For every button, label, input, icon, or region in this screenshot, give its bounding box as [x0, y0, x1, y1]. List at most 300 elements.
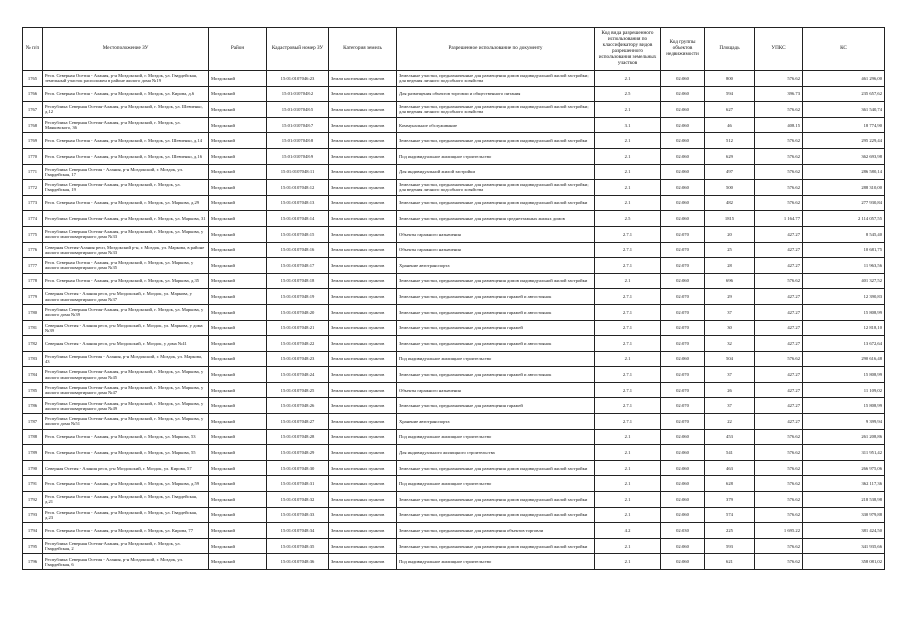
cell-use-code: 2.7.1: [595, 382, 661, 398]
table-row: [23, 226, 885, 242]
cell-cadastral-number: 15:01:0107048:34: [267, 523, 329, 539]
header-cadastral-number: Кадастровый номер ЗУ: [267, 28, 329, 71]
cell-ks: 330 979,88: [803, 507, 885, 523]
cell-area: 482: [705, 195, 755, 211]
cell-object-group-code: 02:060: [661, 476, 705, 492]
cell-use-code: 2.1: [595, 492, 661, 508]
cell-ks: 290 616,48: [803, 351, 885, 367]
cell-permitted-use: Земельные участки, предназначенные для размещения домов индивидуальной жилой застройки; для ведения личного подсобного хозяйства: [397, 102, 595, 118]
cell-use-code: 2.1: [595, 180, 661, 196]
cell-area: 1815: [705, 211, 755, 227]
cell-cadastral-number: 15:01:0107048:27: [267, 414, 329, 430]
cell-object-group-code: 02:060: [661, 460, 705, 476]
cell-object-group-code: 02:060: [661, 507, 705, 523]
cell-ks: 8 545,40: [803, 226, 885, 242]
cell-location: Республика Северная Осетия - Алания, р-н Моздокский, г. Моздок, ул. Гвардейская, 6: [43, 554, 209, 570]
cell-land-category: Земли населенных пунктов: [329, 289, 397, 305]
cell-district: Моздокский: [209, 538, 267, 554]
header-num: № п/п: [23, 28, 43, 71]
cell-permitted-use: Земельные участки, предназначенные для размещения гаражей и автостоянок: [397, 336, 595, 352]
cell-permitted-use: Под индивидуальное жилищное строительство: [397, 429, 595, 445]
cell-cadastral-number: 15:01:0107048:20: [267, 304, 329, 320]
cell-permitted-use: Земельные участки, предназначенные для размещения домов индивидуальной жилой застройки; для ведения личного подсобного хозяйства: [397, 71, 595, 87]
cell-upks: 427.27: [755, 414, 803, 430]
cell-area: 574: [705, 507, 755, 523]
table-row: [23, 398, 885, 414]
cell-location: Республика Северная Осетия-Алания, р-н Моздокский, г. Моздок, ул. Маркова, у жилого многоквартирного дома №47: [43, 382, 209, 398]
cell-use-code: 2.1: [595, 429, 661, 445]
cell-district: Моздокский: [209, 102, 267, 118]
cell-location: Респ. Северная Осетия - Алания, р-н Моздокский, г. Моздок, ул. Кирова, 77: [43, 523, 209, 539]
cell-permitted-use: Земельные участки, предназначенные для размещения домов индивидуальной жилой застройки: [397, 133, 595, 149]
cell-cadastral-number: 15:01:0107048:29: [267, 445, 329, 461]
cell-use-code: 2.7.1: [595, 336, 661, 352]
cell-number: 1770: [23, 148, 43, 164]
cell-object-group-code: 02:060: [661, 117, 705, 133]
cell-permitted-use: Для индивидуального жилищного строительства: [397, 445, 595, 461]
cell-ks: 341 935,66: [803, 538, 885, 554]
cell-object-group-code: 02:060: [661, 538, 705, 554]
cell-use-code: 2.7.1: [595, 414, 661, 430]
cell-cadastral-number: 15:01:0107048:9: [267, 148, 329, 164]
cell-use-code: 2.1: [595, 148, 661, 164]
cell-ks: 15 808,99: [803, 367, 885, 383]
cell-ks: 311 951,42: [803, 445, 885, 461]
cell-permitted-use: Земельные участки, предназначенные для размещения домов индивидуальной жилой застройки; для ведения личного подсобного хозяйства: [397, 180, 595, 196]
cell-location: Республика Северная Осетия-Алания, р-н Моздокский, г. Моздок, ул. Шевченко, д.12: [43, 102, 209, 118]
cell-permitted-use: Под индивидуальное жилищное строительство: [397, 351, 595, 367]
cell-object-group-code: 02:060: [661, 180, 705, 196]
cell-cadastral-number: 15:01:0107048:35: [267, 538, 329, 554]
table-body: [23, 71, 885, 570]
cell-upks: 427.27: [755, 382, 803, 398]
cell-upks: 576.62: [755, 507, 803, 523]
cell-area: 28: [705, 258, 755, 274]
cell-location: Респ. Северная Осетия - Алания, р-н Моздокский, г. Моздок, ул. Маркова, д.29: [43, 195, 209, 211]
table-row: [23, 492, 885, 508]
cell-district: Моздокский: [209, 71, 267, 87]
header-object-group-code: Код группы объектов недвижимости: [661, 28, 705, 71]
cell-number: 1775: [23, 226, 43, 242]
cell-district: Моздокский: [209, 148, 267, 164]
cell-land-category: Земли населенных пунктов: [329, 429, 397, 445]
cell-land-category: Земли населенных пунктов: [329, 71, 397, 87]
table-row: [23, 367, 885, 383]
cell-permitted-use: Для размещения объектов торговли и общественного питания: [397, 86, 595, 102]
cell-ks: 286 580,14: [803, 164, 885, 180]
cell-cadastral-number: 15:01:0107048:32: [267, 492, 329, 508]
cell-number: 1787: [23, 414, 43, 430]
cell-district: Моздокский: [209, 507, 267, 523]
cell-ks: 9 399,94: [803, 414, 885, 430]
table-row: [23, 258, 885, 274]
cell-land-category: Земли населенных пунктов: [329, 273, 397, 289]
cell-location: Республика Северная Осетия-Алания, р-н Моздокский, г. Моздок, ул. Гвардейская, 2: [43, 538, 209, 554]
cell-cadastral-number: 15:01:0107048:33: [267, 507, 329, 523]
cell-ks: 11 109,02: [803, 382, 885, 398]
cell-upks: 576.62: [755, 429, 803, 445]
cell-ks: 11 963,56: [803, 258, 885, 274]
cell-location: Северная Осетия - Алания респ, р-н Моздокский, г. Моздок, ул. Маркова, у жилого многоквартирного дома №37: [43, 289, 209, 305]
table-row: [23, 102, 885, 118]
cell-land-category: Земли населенных пунктов: [329, 320, 397, 336]
cell-area: 594: [705, 86, 755, 102]
table-row: [23, 476, 885, 492]
cell-upks: 427.27: [755, 336, 803, 352]
cell-ks: 12 818,10: [803, 320, 885, 336]
cell-location: Северная Осетия - Алания респ, р-н Моздокский, г. Моздок, ул. Кирова, 57: [43, 460, 209, 476]
cell-land-category: Земли населенных пунктов: [329, 554, 397, 570]
cell-number: 1792: [23, 492, 43, 508]
cell-district: Моздокский: [209, 258, 267, 274]
cell-permitted-use: Объекты гаражного назначения: [397, 382, 595, 398]
cell-number: 1778: [23, 273, 43, 289]
cell-number: 1788: [23, 429, 43, 445]
cell-use-code: 2.1: [595, 476, 661, 492]
cell-area: 32: [705, 336, 755, 352]
cell-district: Моздокский: [209, 195, 267, 211]
cell-district: Моздокский: [209, 133, 267, 149]
cell-use-code: 2.5: [595, 86, 661, 102]
cell-district: Моздокский: [209, 211, 267, 227]
cell-cadastral-number: 15:01:0107048:23: [267, 351, 329, 367]
cell-district: Моздокский: [209, 398, 267, 414]
cell-district: Моздокский: [209, 117, 267, 133]
cell-cadastral-number: 15:01:0107048:8: [267, 133, 329, 149]
cell-use-code: 2.7.1: [595, 304, 661, 320]
cadastral-value-table: [22, 27, 885, 570]
cell-ks: 15 808,99: [803, 304, 885, 320]
cell-upks: 427.27: [755, 398, 803, 414]
cell-ks: 288 310,00: [803, 180, 885, 196]
cell-district: Моздокский: [209, 242, 267, 258]
table-row: [23, 445, 885, 461]
cell-upks: 427.27: [755, 258, 803, 274]
table-row: [23, 289, 885, 305]
cell-permitted-use: Хранение автотранспорта: [397, 414, 595, 430]
cell-permitted-use: Объекты гаражного назначения: [397, 226, 595, 242]
cell-number: 1773: [23, 195, 43, 211]
cell-number: 1793: [23, 507, 43, 523]
cell-land-category: Земли населенных пунктов: [329, 398, 397, 414]
cell-cadastral-number: 15:01:0107048:24: [267, 367, 329, 383]
cell-cadastral-number: 15:01:0107048:19: [267, 289, 329, 305]
cell-object-group-code: 02:070: [661, 414, 705, 430]
cell-area: 225: [705, 523, 755, 539]
table-row: [23, 320, 885, 336]
cell-number: 1791: [23, 476, 43, 492]
cell-location: Респ. Северная Осетия - Алания, р-н Моздокский, г. Моздок, ул. Гвардейская, д.23: [43, 507, 209, 523]
cell-land-category: Земли населенных пунктов: [329, 242, 397, 258]
cell-use-code: 2.7.1: [595, 242, 661, 258]
table-row: [23, 273, 885, 289]
cell-upks: 427.27: [755, 320, 803, 336]
cell-object-group-code: 02:070: [661, 289, 705, 305]
header-area: Площадь: [705, 28, 755, 71]
cell-area: 46: [705, 117, 755, 133]
cell-cadastral-number: 15:01:0107048:2: [267, 86, 329, 102]
cell-district: Моздокский: [209, 336, 267, 352]
cell-upks: 576.62: [755, 195, 803, 211]
cell-use-code: 2.7.1: [595, 398, 661, 414]
cell-permitted-use: Земельные участки, предназначенные для размещения домов индивидуальной жилой застройки: [397, 538, 595, 554]
cell-district: Моздокский: [209, 492, 267, 508]
cell-number: 1780: [23, 304, 43, 320]
table-row: [23, 242, 885, 258]
cell-land-category: Земли населенных пунктов: [329, 523, 397, 539]
cell-ks: 461 296,00: [803, 71, 885, 87]
cell-area: 26: [705, 382, 755, 398]
cell-cadastral-number: 15:01:0107048:7: [267, 117, 329, 133]
cell-permitted-use: Земельные участки, предназначенные для размещения гаражей и автостоянок: [397, 304, 595, 320]
cell-area: 37: [705, 398, 755, 414]
cell-cadastral-number: 15:01:0107048:5: [267, 102, 329, 118]
cell-area: 541: [705, 445, 755, 461]
cell-upks: 576.62: [755, 148, 803, 164]
cell-cadastral-number: 15:01:0107048:15: [267, 226, 329, 242]
cell-object-group-code: 02:060: [661, 164, 705, 180]
header-upks: УПКС: [755, 28, 803, 71]
cell-cadastral-number: 15:01:0107048:30: [267, 460, 329, 476]
cell-location: Северная Осетия - Алания респ, р-н Моздокский, г. Моздок, ул. Маркова, у дома №39: [43, 320, 209, 336]
cell-upks: 427.27: [755, 242, 803, 258]
table-row: [23, 523, 885, 539]
table-row: [23, 195, 885, 211]
cell-area: 628: [705, 476, 755, 492]
cell-land-category: Земли населенных пунктов: [329, 538, 397, 554]
table-row: [23, 180, 885, 196]
header-land-category: Категория земель: [329, 28, 397, 71]
cell-object-group-code: 02:060: [661, 211, 705, 227]
cell-use-code: 2.1: [595, 554, 661, 570]
cell-number: 1776: [23, 242, 43, 258]
cell-permitted-use: Земельные участки, предназначенные для размещения гаражей: [397, 320, 595, 336]
cell-ks: 401 327,52: [803, 273, 885, 289]
cell-object-group-code: 02:070: [661, 242, 705, 258]
cell-use-code: 2.7.1: [595, 320, 661, 336]
table-row: [23, 86, 885, 102]
cell-location: Респ. Северная Осетия - Алания, р-н Моздокский, г. Моздок, ул. Шевченко, д.14: [43, 133, 209, 149]
cell-upks: 576.62: [755, 476, 803, 492]
cell-upks: 576.62: [755, 273, 803, 289]
cell-permitted-use: Земельные участки, предназначенные для размещения среднеэтажных жилых домов: [397, 211, 595, 227]
cell-ks: 362 693,98: [803, 148, 885, 164]
table-row: [23, 429, 885, 445]
table-row: [23, 133, 885, 149]
cell-object-group-code: 02:060: [661, 195, 705, 211]
table-row: [23, 414, 885, 430]
cell-district: Моздокский: [209, 382, 267, 398]
cell-ks: 12 390,83: [803, 289, 885, 305]
cell-use-code: 2.1: [595, 164, 661, 180]
cell-object-group-code: 02:070: [661, 320, 705, 336]
cell-area: 629: [705, 148, 755, 164]
cell-use-code: 2.1: [595, 195, 661, 211]
cell-area: 463: [705, 460, 755, 476]
cell-number: 1786: [23, 398, 43, 414]
cell-use-code: 2.1: [595, 133, 661, 149]
cell-object-group-code: 02:070: [661, 258, 705, 274]
cell-use-code: 2.1: [595, 538, 661, 554]
cell-use-code: 4.2: [595, 523, 661, 539]
cell-upks: 1 164.77: [755, 211, 803, 227]
cell-use-code: 2.1: [595, 102, 661, 118]
cell-number: 1767: [23, 102, 43, 118]
cell-object-group-code: 02:060: [661, 554, 705, 570]
cell-upks: 396.73: [755, 86, 803, 102]
cell-upks: 576.62: [755, 492, 803, 508]
cell-permitted-use: Коммунальное обслуживание: [397, 117, 595, 133]
cell-area: 504: [705, 351, 755, 367]
cell-ks: 361 540,74: [803, 102, 885, 118]
cell-location: Респ. Северная Осетия - Алания, р-н Моздокский, г. Моздок, ул. Кирова, д.6: [43, 86, 209, 102]
cell-location: Республика Северная Осетия - Алания, р-н Моздокский, г. Моздок, ул. Маркова, 43: [43, 351, 209, 367]
cell-land-category: Земли населенных пунктов: [329, 133, 397, 149]
cell-object-group-code: 02:070: [661, 336, 705, 352]
cell-number: 1766: [23, 86, 43, 102]
cell-number: 1796: [23, 554, 43, 570]
cell-location: Республика Северная Осетия - Алания, р-н Моздокский, г. Моздок, ул. Гвардейская, 17: [43, 164, 209, 180]
cell-location: Респ. Северная Осетия - Алания, р-н Моздокский, г. Моздок, ул. Гвардейская, д.21: [43, 492, 209, 508]
cell-location: Респ. Северная Осетия - Алания, р-н Моздокский, г. Моздок, ул. Шевченко, д.16: [43, 148, 209, 164]
cell-area: 800: [705, 71, 755, 87]
cell-use-code: 2.1: [595, 445, 661, 461]
cell-use-code: 2.1: [595, 351, 661, 367]
table-row: [23, 336, 885, 352]
cell-cadastral-number: 15:01:0107046:23: [267, 71, 329, 87]
cell-district: Моздокский: [209, 429, 267, 445]
cell-permitted-use: Земельные участки, предназначенные для размещения домов индивидуальной жилой застройки: [397, 273, 595, 289]
cell-area: 20: [705, 226, 755, 242]
cell-number: 1784: [23, 367, 43, 383]
cell-object-group-code: 02:060: [661, 102, 705, 118]
cell-object-group-code: 02:060: [661, 86, 705, 102]
cell-number: 1782: [23, 336, 43, 352]
cell-object-group-code: 02:060: [661, 429, 705, 445]
cell-land-category: Земли населенных пунктов: [329, 382, 397, 398]
cell-location: Республика Северная Осетия-Алания, р-н Моздокский, г. Моздок, ул. Маркова, у жилого многоквартирного дома №45: [43, 367, 209, 383]
cell-number: 1783: [23, 351, 43, 367]
table-row: [23, 351, 885, 367]
cell-number: 1789: [23, 445, 43, 461]
cell-permitted-use: Под индивидуальное жилищное строительство: [397, 148, 595, 164]
cell-land-category: Земли населенных пунктов: [329, 102, 397, 118]
cell-ks: 2 114 057,55: [803, 211, 885, 227]
cell-object-group-code: 02:070: [661, 226, 705, 242]
cell-object-group-code: 02:070: [661, 398, 705, 414]
cell-use-code: 2.7.1: [595, 289, 661, 305]
cell-object-group-code: 02:070: [661, 382, 705, 398]
cell-land-category: Земли населенных пунктов: [329, 117, 397, 133]
cell-location: Республика Северная Осетия-Алания, р-н Моздокский, г. Моздок, ул. Маркова, у жилого многоквартирного дома №33: [43, 226, 209, 242]
cell-permitted-use: Земельные участки, предназначенные для размещения гаражей и автостоянок: [397, 289, 595, 305]
cell-permitted-use: Земельные участки, предназначенные для размещения домов индивидуальной жилой застройки: [397, 492, 595, 508]
cell-permitted-use: Земельные участки, предназначенные для размещения гаражей и автостоянок: [397, 367, 595, 383]
table-row: [23, 554, 885, 570]
cell-location: Респ. Северная Осетия - Алания, р-н Моздокский, г. Моздок, ул. Маркова, д.59: [43, 476, 209, 492]
table-row: [23, 304, 885, 320]
cell-location: Северная Осетия-Алания респ, Моздокский р-н, г. Моздок, ул. Маркова, в районе жилого многоквартирного дома №33: [43, 242, 209, 258]
header-permitted-use: Разрешенное использование по документу: [397, 28, 595, 71]
cell-land-category: Земли населенных пунктов: [329, 367, 397, 383]
cell-object-group-code: 02:060: [661, 445, 705, 461]
cell-upks: 576.62: [755, 133, 803, 149]
cell-permitted-use: Под индивидуальное жилищное строительство: [397, 554, 595, 570]
cell-district: Моздокский: [209, 180, 267, 196]
cell-ks: 15 808,99: [803, 398, 885, 414]
cell-district: Моздокский: [209, 320, 267, 336]
table-row: [23, 382, 885, 398]
table-row: [23, 211, 885, 227]
cell-upks: 576.62: [755, 460, 803, 476]
cell-location: Республика Северная Осетия-Алания, р-н Моздокский, г. Моздок, ул. Маркова, 31: [43, 211, 209, 227]
cell-ks: 261 208,86: [803, 429, 885, 445]
cell-ks: 218 538,98: [803, 492, 885, 508]
cell-number: 1774: [23, 211, 43, 227]
cell-number: 1771: [23, 164, 43, 180]
cell-area: 37: [705, 367, 755, 383]
cell-number: 1777: [23, 258, 43, 274]
cell-area: 453: [705, 429, 755, 445]
cell-location: Северная Осетия - Алания респ, р-н Моздокский, г. Моздок, у дома №41: [43, 336, 209, 352]
header-ks: КС: [803, 28, 885, 71]
cell-number: 1765: [23, 71, 43, 87]
table-row: [23, 460, 885, 476]
cell-upks: 576.62: [755, 102, 803, 118]
cell-use-code: 2.7.1: [595, 226, 661, 242]
cell-area: 379: [705, 492, 755, 508]
cell-upks: 427.27: [755, 367, 803, 383]
cell-permitted-use: Земельные участки, предназначенные для размещения объектов торговли: [397, 523, 595, 539]
cell-land-category: Земли населенных пунктов: [329, 476, 397, 492]
cell-use-code: 2.7.1: [595, 258, 661, 274]
cell-area: 22: [705, 414, 755, 430]
cell-number: 1785: [23, 382, 43, 398]
cell-district: Моздокский: [209, 523, 267, 539]
cell-land-category: Земли населенных пунктов: [329, 195, 397, 211]
cell-object-group-code: 02:070: [661, 304, 705, 320]
cell-upks: 576.62: [755, 351, 803, 367]
header-district: Район: [209, 28, 267, 71]
cell-ks: 277 930,84: [803, 195, 885, 211]
cell-number: 1790: [23, 460, 43, 476]
cell-permitted-use: Земельные участки, предназначенные для размещения домов индивидуальной жилой застройки: [397, 195, 595, 211]
cell-location: Респ. Северная Осетия - Алания, р-н Моздокский, г. Моздок, ул. Гвардейская, земельный участок расположен в районе жилого дома №19: [43, 71, 209, 87]
cell-ks: 295 229,44: [803, 133, 885, 149]
cell-land-category: Земли населенных пунктов: [329, 492, 397, 508]
cell-upks: 427.27: [755, 304, 803, 320]
cell-use-code: 2.1: [595, 460, 661, 476]
cell-district: Моздокский: [209, 554, 267, 570]
cell-permitted-use: Хранение автотранспорта: [397, 258, 595, 274]
cell-permitted-use: Объекты гаражного назначения: [397, 242, 595, 258]
cell-number: 1779: [23, 289, 43, 305]
cell-district: Моздокский: [209, 414, 267, 430]
cell-upks: 576.62: [755, 554, 803, 570]
cell-district: Моздокский: [209, 304, 267, 320]
cell-location: Республика Северная Осетия-Алания, р-н Моздокский, г. Моздок, ул. Гвардейская, 19: [43, 180, 209, 196]
cell-upks: 576.62: [755, 445, 803, 461]
cell-location: Респ. Северная Осетия - Алания, р-н Моздокский, г. Моздок, ул. Маркова, д.35: [43, 273, 209, 289]
cell-object-group-code: 02:060: [661, 492, 705, 508]
cell-upks: 576.62: [755, 538, 803, 554]
cell-object-group-code: 02:060: [661, 273, 705, 289]
cell-cadastral-number: 15:01:0107048:18: [267, 273, 329, 289]
cell-cadastral-number: 15:01:0107048:28: [267, 429, 329, 445]
table-row: [23, 507, 885, 523]
cell-permitted-use: Земельные участки, предназначенные для размещения гаражей: [397, 398, 595, 414]
cell-upks: 576.62: [755, 164, 803, 180]
